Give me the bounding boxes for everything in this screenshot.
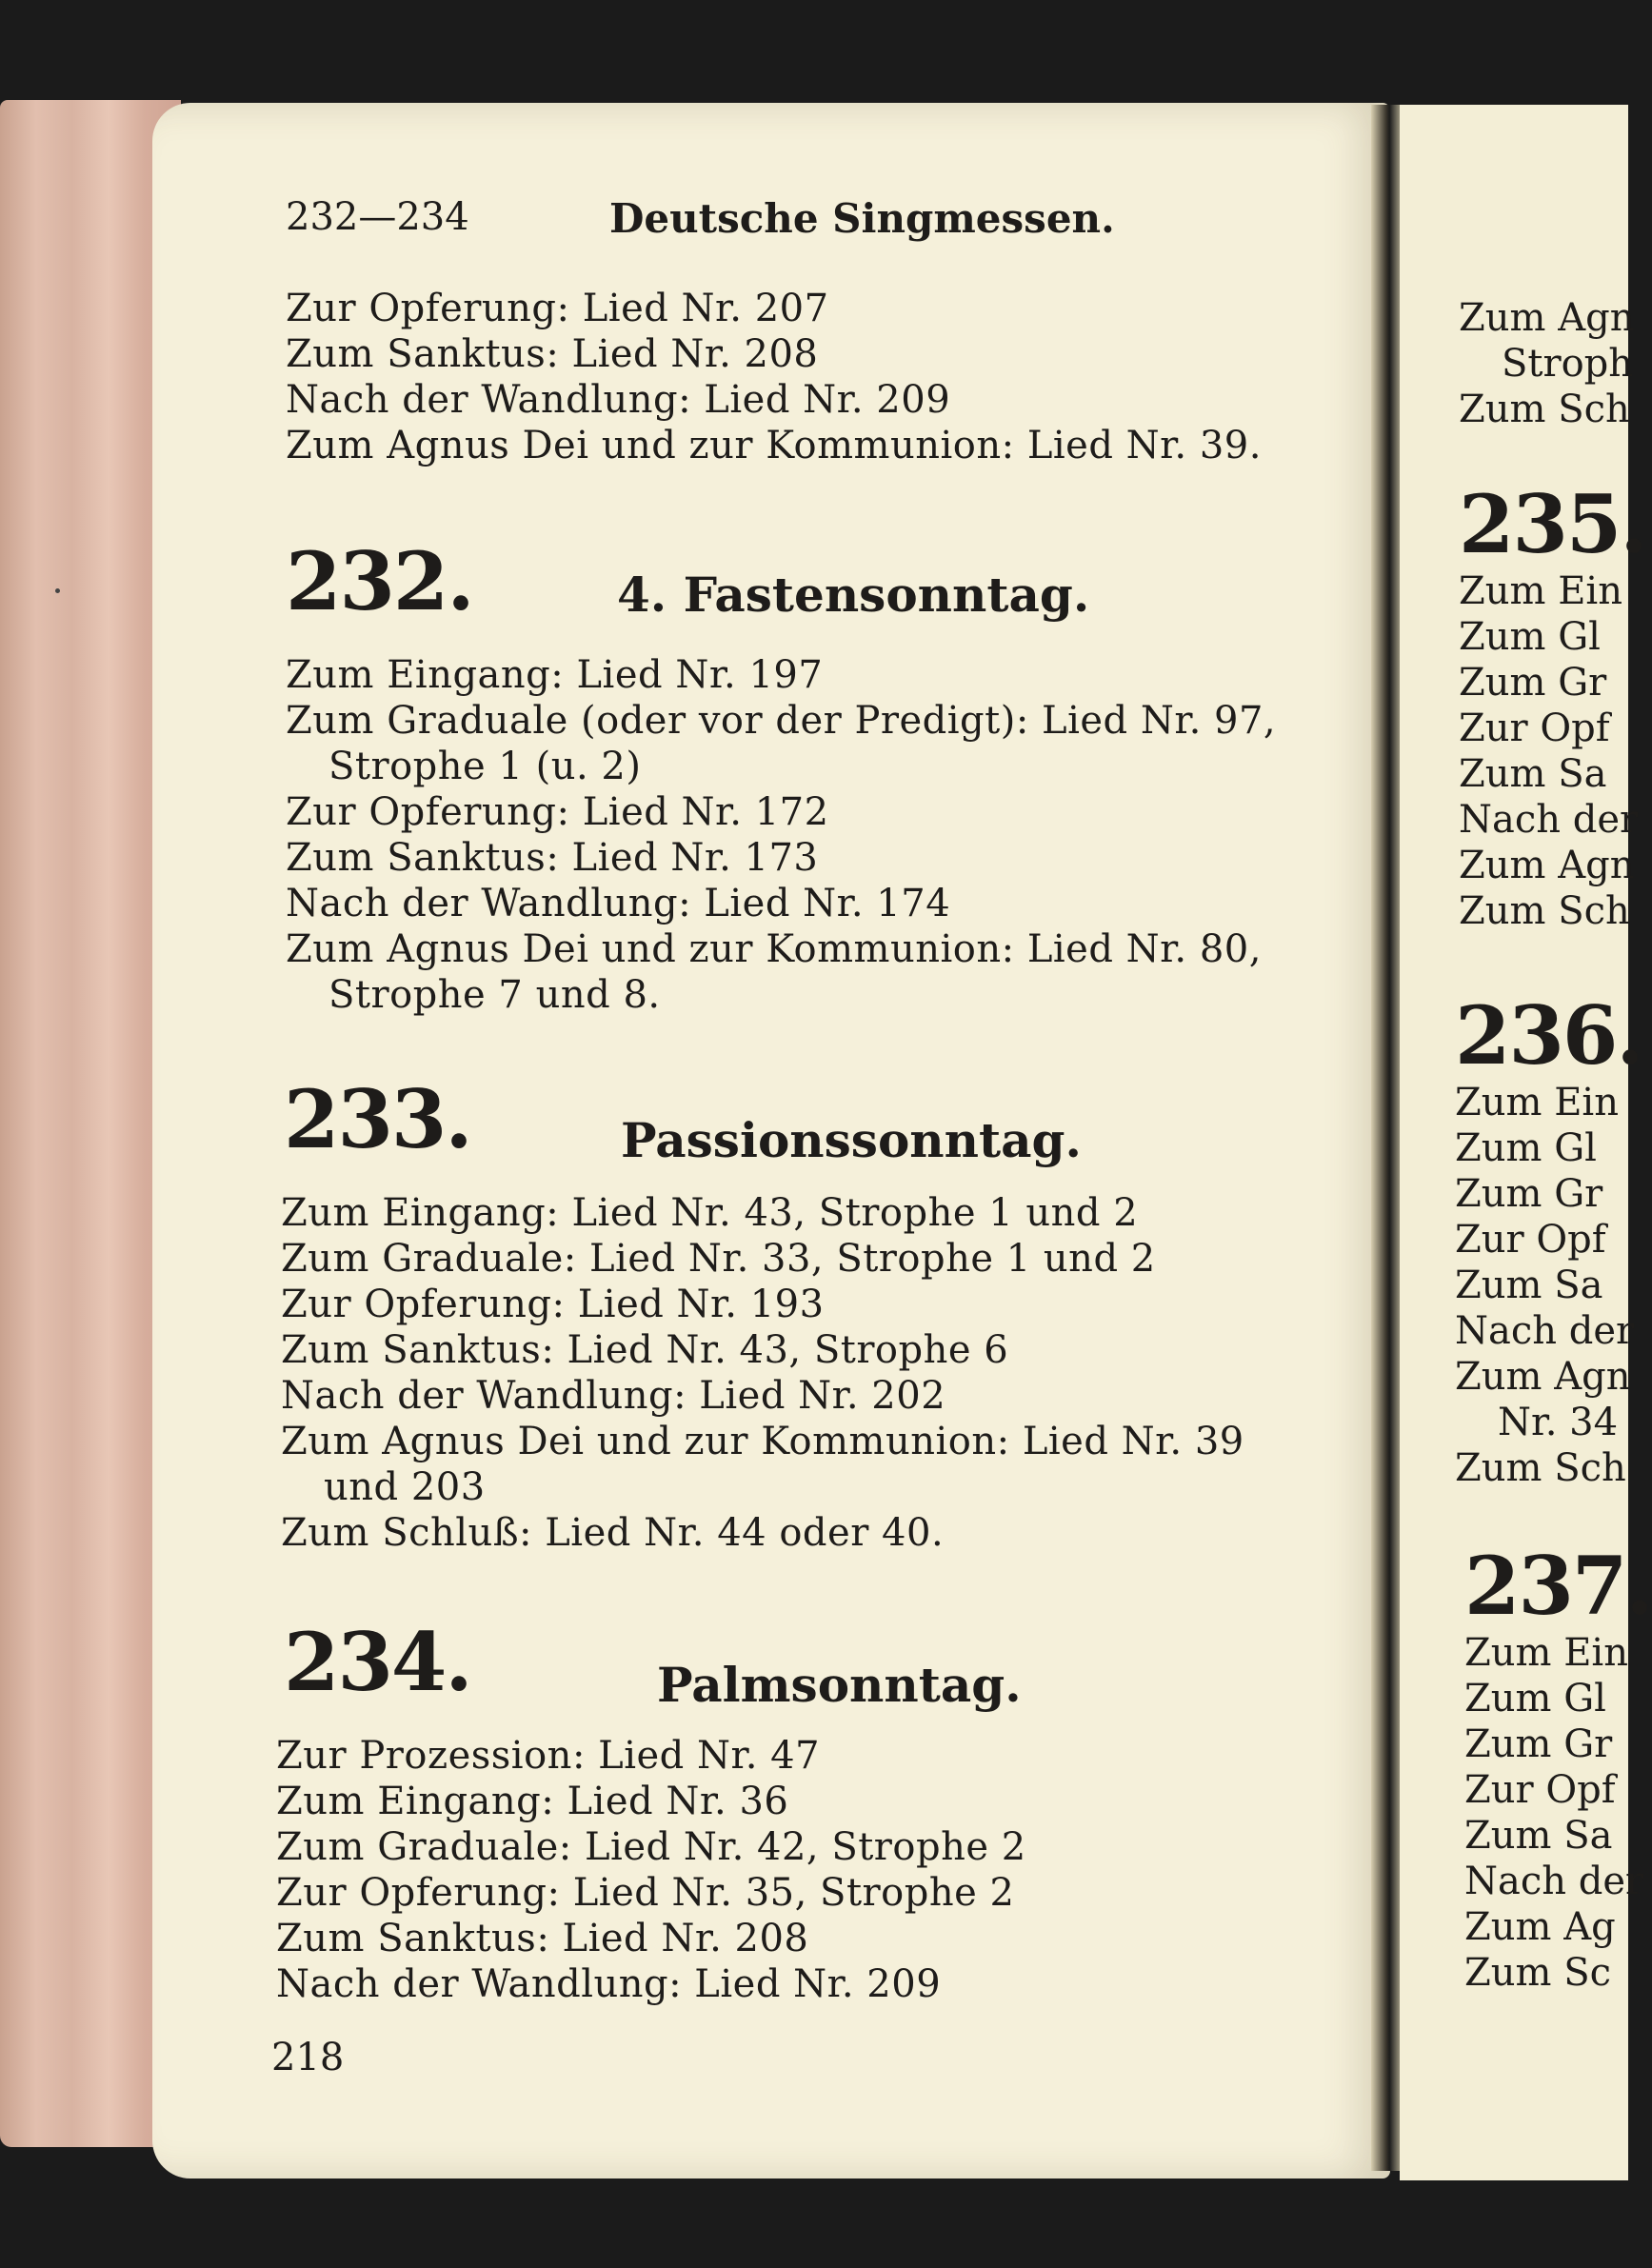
text-line: Zum Sch	[1459, 889, 1630, 933]
text-line: Zum Schluß: Lied Nr. 44 oder 40.	[281, 1511, 945, 1555]
text-line: Zum Agn	[1459, 296, 1635, 340]
text-line: Nach der Wandlung: Lied Nr. 209	[286, 378, 951, 422]
text-line: Nach der Wandlung: Lied Nr. 202	[281, 1374, 946, 1418]
margin-dot	[55, 588, 60, 593]
text-line: Zum Sanktus: Lied Nr. 208	[276, 1917, 809, 1960]
text-line: Zum Ein	[1464, 1631, 1628, 1675]
right-section-236	[1455, 988, 1642, 1491]
text-line: Zum Ein	[1459, 569, 1622, 613]
section-233-lines	[281, 1190, 1244, 1556]
section-232-title: 4. Fastensonntag.	[617, 567, 1090, 623]
text-line: Zum Sa	[1464, 1814, 1613, 1858]
section-233-heading	[284, 1072, 471, 1166]
section-234-lines	[276, 1733, 1026, 2007]
text-line: Zur Opf	[1455, 1218, 1606, 1262]
text-line: Zur Prozession: Lied Nr. 47	[276, 1734, 821, 1778]
text-line: Zum Ag	[1464, 1905, 1616, 1949]
text-line: Zum Agn	[1455, 1355, 1631, 1399]
text-line: Zum Eingang: Lied Nr. 36	[276, 1780, 789, 1823]
text-line: Zum Gr	[1464, 1722, 1613, 1766]
header-range: 232—234	[286, 195, 469, 239]
section-number: 236.	[1455, 988, 1642, 1083]
text-line: Zum Gl	[1455, 1126, 1597, 1170]
text-line: Zum Ein	[1455, 1081, 1619, 1124]
intro-block	[286, 286, 1262, 468]
text-line: Nach der	[1464, 1860, 1644, 1903]
text-line: Zum Sch	[1459, 388, 1630, 431]
text-line: Strophe 7 und 8.	[328, 973, 661, 1017]
text-line: Zum Graduale (oder vor der Predigt): Lied Nr. 97,	[286, 699, 1277, 743]
section-number: 235.	[1459, 477, 1646, 571]
text-line: Zum Agnus Dei und zur Kommunion: Lied Nr. 39	[281, 1420, 1244, 1463]
section-232-lines	[286, 652, 1276, 1018]
text-line: Zur Opferung: Lied Nr. 35, Strophe 2	[276, 1871, 1015, 1915]
text-line: Zum Graduale: Lied Nr. 33, Strophe 1 und 2	[281, 1237, 1156, 1281]
text-line: und 203	[324, 1465, 486, 1509]
text-line: Zur Opf	[1464, 1768, 1616, 1812]
text-line: Zur Opf	[1459, 706, 1610, 750]
text-line: Nach der Wandlung: Lied Nr. 174	[286, 882, 951, 925]
text-line: Zum Sanktus: Lied Nr. 173	[286, 836, 819, 880]
page-number: 218	[271, 2036, 345, 2079]
text-line: Zur Opferung: Lied Nr. 207	[286, 287, 829, 330]
section-234-heading	[284, 1615, 471, 1709]
right-page	[1400, 105, 1652, 2180]
section-232-heading	[286, 534, 473, 628]
section-number: 237.	[1464, 1539, 1652, 1633]
section-number: 233.	[284, 1072, 471, 1166]
text-line: Zum Sanktus: Lied Nr. 208	[286, 332, 819, 376]
text-line: Zur Opferung: Lied Nr. 172	[286, 790, 829, 834]
text-line: Zum Sa	[1459, 752, 1607, 796]
section-number: 234.	[284, 1615, 471, 1709]
right-section-237	[1464, 1539, 1652, 1996]
text-line: Stroph	[1502, 342, 1634, 386]
text-line: Zum Sc	[1464, 1951, 1612, 1995]
text-line: Zum Gr	[1459, 661, 1607, 705]
text-line: Zum Sch	[1455, 1446, 1626, 1490]
text-line: Zum Agn	[1459, 844, 1635, 887]
text-line: Nach der Wandlung: Lied Nr. 209	[276, 1962, 942, 2006]
text-line: Nr. 34	[1498, 1401, 1619, 1444]
section-233-title: Passionssonntag.	[621, 1112, 1082, 1168]
header-title: Deutsche Singmessen.	[609, 195, 1115, 242]
text-line: Zum Eingang: Lied Nr. 43, Strophe 1 und 2	[281, 1191, 1139, 1235]
text-line: Zum Agnus Dei und zur Kommunion: Lied Nr. 80,	[286, 927, 1262, 971]
right-section-235	[1459, 477, 1646, 934]
section-number: 232.	[286, 534, 473, 628]
text-line: Zum Sa	[1455, 1263, 1603, 1307]
text-line: Zum Agnus Dei und zur Kommunion: Lied Nr. 39.	[286, 424, 1262, 468]
section-234-title: Palmsonntag.	[657, 1657, 1022, 1713]
text-line: Zur Opferung: Lied Nr. 193	[281, 1283, 825, 1326]
text-line: Nach der	[1455, 1309, 1635, 1353]
text-line: Strophe 1 (u. 2)	[328, 745, 642, 788]
text-line: Zum Eingang: Lied Nr. 197	[286, 653, 824, 697]
text-line: Zum Gr	[1455, 1172, 1603, 1216]
text-line: Zum Gl	[1459, 615, 1601, 659]
text-line: Zum Sanktus: Lied Nr. 43, Strophe 6	[281, 1328, 1009, 1372]
text-line: Zum Graduale: Lied Nr. 42, Strophe 2	[276, 1825, 1026, 1869]
text-line: Zum Gl	[1464, 1677, 1606, 1721]
right-top-lines	[1459, 295, 1634, 432]
text-line: Nach der	[1459, 798, 1639, 842]
